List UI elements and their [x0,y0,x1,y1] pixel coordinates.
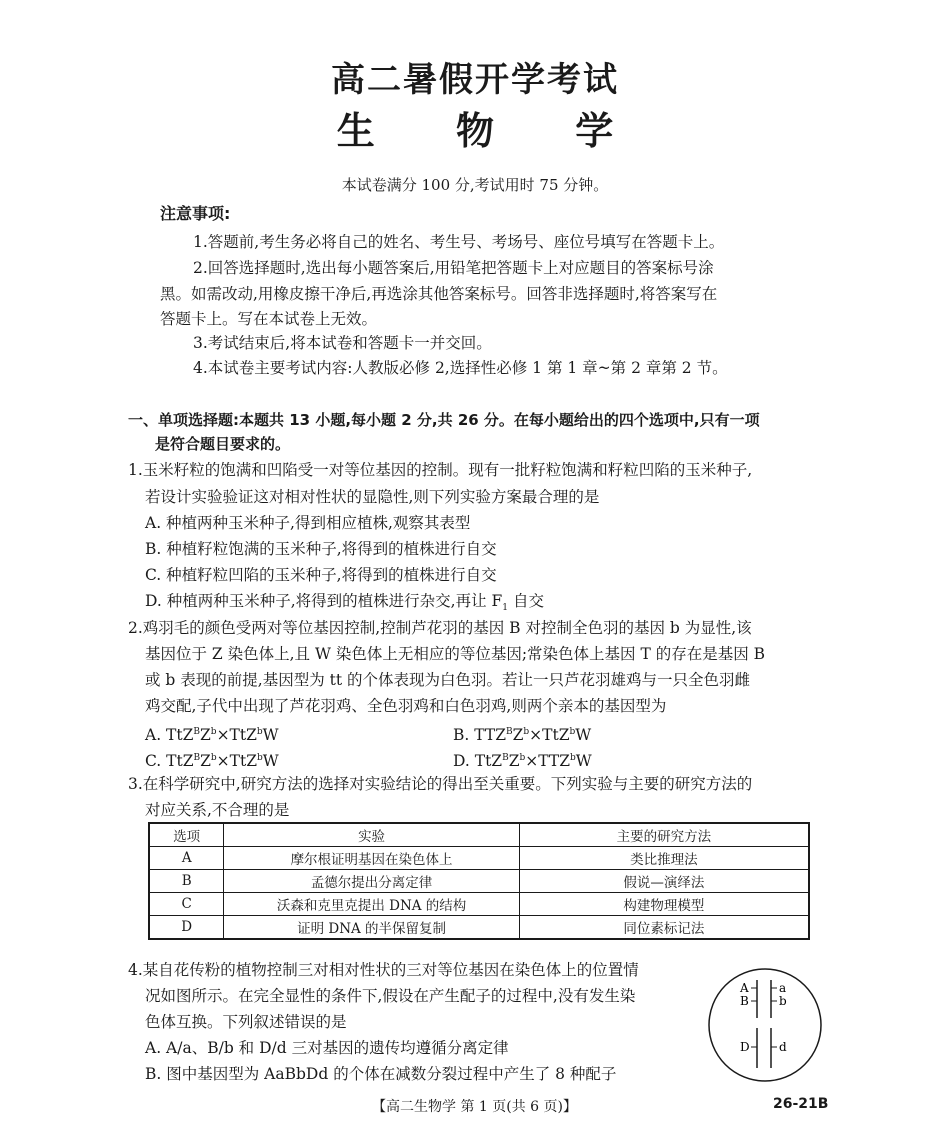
q2-option-d: D. $TtZ^BZ^b\times TTZ^bW$ [453,752,592,771]
section-heading: 一、单项选择题:本题共 13 小题,每小题 2 分,共 26 分。在每小题给出的四个选项中,只有一项 [128,411,760,429]
chromosome-figure [706,966,824,1084]
q4-stem: 色体互换。下列叙述错误的是 [145,1013,347,1031]
cell-outline [709,969,821,1081]
gene-label: d [779,1040,787,1054]
q2-stem: 或 b 表现的前提,基因型为 tt 的个体表现为白色羽。若让一只芦花羽雄鸡与一只全色羽雌 [145,671,751,689]
table-cell: 证明 DNA 的半保留复制 [224,916,519,940]
table-cell: D [149,916,224,940]
q4-option-a: A. A/a、B/b 和 D/d 三对基因的遗传均遵循分离定律 [145,1039,509,1057]
q2-option-a: A. $TtZ^BZ^b\times TtZ^bW$ [145,726,279,745]
q4-stem: 4.某自花传粉的植物控制三对相对性状的三对等位基因在染色体上的位置情 [128,961,639,979]
q2-stem: 2.鸡羽毛的颜色受两对等位基因控制,控制芦花羽的基因 B 对控制全色羽的基因 b 为显性,该 [128,619,752,637]
exam-title: 高二暑假开学考试 [331,60,619,100]
q4-option-b: B. 图中基因型为 AaBbDd 的个体在减数分裂过程中产生了 8 种配子 [145,1065,617,1083]
q4-stem: 况如图所示。在完全显性的条件下,假设在产生配子的过程中,没有发生染 [145,987,636,1005]
table-cell: C [149,893,224,916]
table-cell: 孟德尔提出分离定律 [224,870,519,893]
notice-item: 1.答题前,考生务必将自己的姓名、考生号、考场号、座位号填写在答题卡上。 [193,233,725,251]
subject-title: 生 物 学 [336,109,648,153]
gene-label: b [779,994,787,1008]
page-footer: 【高二生物学 第 1 页(共 6 页)】 [372,1099,577,1115]
table-row [149,847,809,870]
q2-stem: 基因位于 Z 染色体上,且 W 染色体上无相应的等位基因;常染色体上基因 T 的存在是基因 B [145,645,766,663]
q3-stem: 对应关系,不合理的是 [145,801,290,819]
q1-option-b: B. 种植籽粒饱满的玉米种子,将得到的植株进行自交 [145,540,497,558]
notice-item: 4.本试卷主要考试内容:人教版必修 2,选择性必修 1 第 1 章~第 2 章第 2 节。 [193,359,728,377]
table-row [149,870,809,893]
q2-option-b: B. $TTZ^BZ^b\times TtZ^bW$ [453,726,592,745]
table-cell: A [149,847,224,870]
table-row [149,916,809,940]
gene-label: A [740,981,749,995]
table-cell: 摩尔根证明基因在染色体上 [224,847,519,870]
table-header: 主要的研究方法 [519,823,809,847]
notice-item: 2.回答选择题时,选出每小题答案后,用铅笔把答题卡上对应题目的答案标号涂 [193,259,714,277]
notice-title: 注意事项: [160,204,231,223]
paper-code: 26-21B [773,1096,829,1112]
table-cell: 沃森和克里克提出 DNA 的结构 [224,893,519,916]
q2-option-c: C. $TtZ^BZ^b\times TtZ^bW$ [145,752,279,771]
table-cell: B [149,870,224,893]
table-cell: 构建物理模型 [519,893,809,916]
gene-label: a [779,981,787,995]
q2-stem: 鸡交配,子代中出现了芦花羽鸡、全色羽鸡和白色羽鸡,则两个亲本的基因型为 [145,697,667,715]
table-cell: 类比推理法 [519,847,809,870]
q1-option-d: D. 种植两种玉米种子,将得到的植株进行杂交,再让 $F_1$ 自交 [145,592,544,614]
q1-option-c: C. 种植籽粒凹陷的玉米种子,将得到的植株进行自交 [145,566,497,584]
q3-stem: 3.在科学研究中,研究方法的选择对实验结论的得出至关重要。下列实验与主要的研究方法的 [128,775,753,793]
table-header: 实验 [224,823,519,847]
table-cell: 同位素标记法 [519,916,809,940]
notice-item: 3.考试结束后,将本试卷和答题卡一并交回。 [193,334,492,352]
q1-stem: 1.玉米籽粒的饱满和凹陷受一对等位基因的控制。现有一批籽粒饱满和籽粒凹陷的玉米种子, [128,461,753,479]
gene-label: D [740,1040,750,1054]
table-row [149,893,809,916]
q1-option-a: A. 种植两种玉米种子,得到相应植株,观察其表型 [145,514,471,532]
section-heading-cont: 是符合题目要求的。 [155,435,291,453]
q1-stem: 若设计实验验证这对相对性状的显隐性,则下列实验方案最合理的是 [145,488,600,506]
exam-info: 本试卷满分 100 分,考试用时 75 分钟。 [341,176,609,194]
notice-item: 答题卡上。写在本试卷上无效。 [160,310,378,328]
table-header: 选项 [149,823,224,847]
gene-label: B [740,994,749,1008]
table-cell: 假说—演绎法 [519,870,809,893]
notice-item: 黑。如需改动,用橡皮擦干净后,再选涂其他答案标号。回答非选择题时,将答案写在 [160,285,718,303]
table-header-row [149,823,809,847]
q3-table [148,822,810,940]
